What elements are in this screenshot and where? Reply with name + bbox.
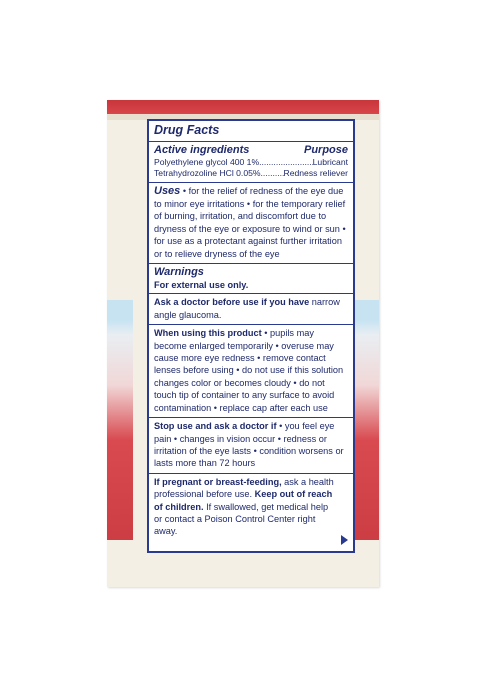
ingredient-row xyxy=(154,157,348,168)
active-ingredients-header-row xyxy=(154,144,348,157)
ingredient-name: Tetrahydrozoline HCl 0.05% xyxy=(154,168,261,178)
when-using-label: When using this product xyxy=(154,328,262,339)
external-use-note: For external use only. xyxy=(149,279,353,294)
box-right-color-band xyxy=(353,300,379,560)
leader-dots xyxy=(259,157,313,168)
box-top-red-strip xyxy=(107,100,379,114)
ingredient-name: Polyethylene glycol 400 1% xyxy=(154,157,260,167)
ingredient-purpose: Lubricant xyxy=(312,157,348,167)
ingredient-row xyxy=(154,168,348,179)
pregnant-text: ask a health professional before use. xyxy=(154,476,334,500)
when-using-text: • pupils may become enlarged temporarily • overuse may cause more eye redness • remove contact lenses before using • do not use if this solution changes color or becomes cloudy • do not touch tip of container to any surface to avoid contamination • replace cap after each use xyxy=(154,328,344,413)
ingredient-purpose: Redness reliever xyxy=(283,168,348,178)
drug-facts-panel xyxy=(147,119,355,553)
warnings-heading: Warnings xyxy=(154,266,204,279)
box-left-color-band xyxy=(107,300,133,560)
ask-doctor-label: Ask a doctor before use if you have xyxy=(154,297,310,308)
uses-section xyxy=(149,183,353,264)
warnings-section xyxy=(149,264,353,294)
active-ingredients-section xyxy=(149,142,353,183)
ask-doctor-section xyxy=(149,294,353,325)
drug-facts-title: Drug Facts xyxy=(154,123,220,137)
continue-arrow-icon xyxy=(341,535,348,545)
uses-text: • for the relief of redness of the eye due to minor eye irritations • for the temporary relief of burning, irritation, and discomfort due to dryness of the eye or exposure to wind or sun • for use as a protectant against further irritation or to relieve dryness of the eye xyxy=(154,186,346,259)
active-ingredients-heading: Active ingredients xyxy=(154,144,250,156)
stop-use-section xyxy=(149,418,353,474)
drug-facts-header-section xyxy=(149,121,353,142)
leader-dots xyxy=(261,168,284,179)
swallowed-text: If swallowed, get medical help or contact a Poison Control Center right away. xyxy=(154,501,329,537)
uses-heading: Uses xyxy=(154,185,181,197)
purpose-heading: Purpose xyxy=(303,144,348,156)
ask-doctor-text: narrow angle glaucoma. xyxy=(154,297,340,320)
stop-use-label: Stop use and ask a doctor if xyxy=(154,421,277,432)
pregnant-label: If pregnant or breast-feeding, xyxy=(154,476,282,487)
when-using-section xyxy=(149,325,353,418)
stop-use-text: • you feel eye pain • changes in vision occur • redness or irritation of the eye lasts • condition worsens or lasts more than 72 hours xyxy=(154,421,344,469)
pregnancy-section xyxy=(149,474,353,541)
keep-out-label: Keep out of reach of children. xyxy=(154,489,333,512)
